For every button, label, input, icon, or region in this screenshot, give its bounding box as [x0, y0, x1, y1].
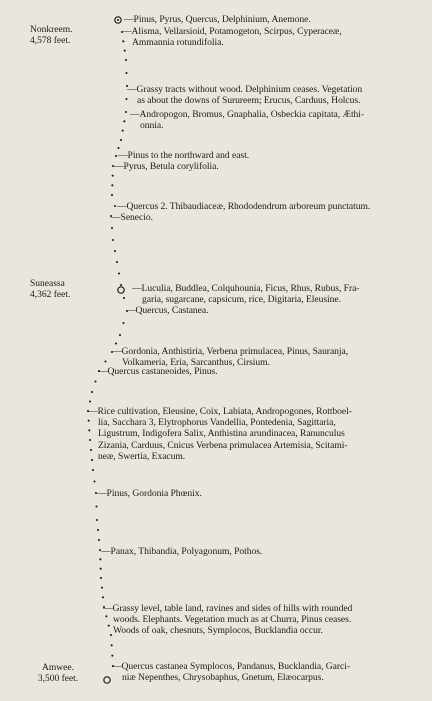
- entry-line: Quercus castanea Symplocos, Pandanus, Bucklandia, Garci-: [121, 661, 350, 672]
- entry-line: neæ, Swertia, Exacum.: [98, 450, 186, 462]
- entry-dash: —: [118, 150, 128, 161]
- entry-line: Ammannia rotundifolia.: [132, 37, 224, 49]
- profile-dot: [100, 568, 102, 570]
- entry-line: Grassy level, table land, ravines and sides of hills with rounded: [112, 603, 353, 614]
- entry-dash: —: [124, 14, 134, 25]
- profile-dot: [124, 50, 126, 52]
- station-name: Suneassa: [30, 279, 65, 289]
- entry-line: Gordonia, Anthistiria, Verbena primulacea, Pinus, Sauranja,: [121, 346, 349, 357]
- station-elevation: 3,500 feet.: [37, 674, 79, 684]
- profile-dot: [116, 261, 118, 263]
- entry-line: niæ Nepenthes, Chrysobaphus, Gnetum, Elæocarpus.: [122, 672, 324, 684]
- entry-line: Ligustrum, Indigofera Salix, Anthistina arundinacea, Ranunculus: [98, 428, 345, 440]
- station-name: Amwee.: [42, 663, 74, 673]
- entry-line: woods. Elephants. Vegetation much as at Churra, Pinus ceases.: [113, 614, 352, 626]
- profile-dot: [125, 72, 127, 74]
- profile-dot: [115, 342, 117, 344]
- profile-dot: [93, 480, 95, 482]
- profile-dot: [97, 529, 99, 531]
- entry-dash: —: [98, 366, 108, 377]
- entry-5: [118, 150, 378, 161]
- entry-line: Andropogon, Bromus, Gnaphalia, Osbeckia capitata, Æthi-: [139, 109, 365, 120]
- entry-15: [101, 546, 361, 557]
- profile-dot: [120, 284, 122, 286]
- profile-dot: [125, 111, 127, 113]
- profile-dot: [94, 380, 96, 382]
- entry-line: Pyrus, Betula corylifolia.: [123, 161, 219, 172]
- entry-line: Alisma, Vellarsioid, Potamogeton, Scirpus, Cyperaceæ,: [131, 26, 342, 37]
- entry-line: Woods of oak, chesnuts, Symplocos, Bucklandia occur.: [113, 625, 323, 637]
- profile-dot: [95, 505, 97, 507]
- entry-line: Zizania, Carduus, Cnicus Verbena primulacea Artemisia, Scitami-: [98, 439, 348, 451]
- entry-12: [98, 366, 338, 377]
- entry-line: Pinus, Gordonia Phœnix.: [106, 488, 202, 499]
- entry-dash: —: [126, 305, 136, 316]
- station-elevation: 4,362 feet.: [30, 290, 71, 300]
- entry-dash: —: [132, 283, 142, 294]
- profile-dot: [99, 558, 101, 560]
- entry-6: [114, 161, 374, 172]
- entry-dash: —: [130, 109, 140, 120]
- entry-dash: —: [112, 346, 122, 357]
- entry-line: as about the downs of Surureem; Erucus, Carduus, Holcus.: [137, 95, 361, 107]
- profile-dot: [123, 120, 125, 122]
- entry-9: [132, 283, 410, 305]
- profile-dot: [123, 297, 125, 299]
- entry-7: [117, 201, 417, 212]
- profile-dot: [111, 227, 113, 229]
- profile-dot: [111, 655, 113, 657]
- entry-13: [88, 406, 410, 462]
- entry-line: lia, Sacchara 3, Elytrophorus Vandellia, Pontedenia, Sagittaria,: [98, 417, 336, 429]
- entry-line: Grassy tracts without wood. Delphinium ceases. Vegetation: [136, 84, 363, 95]
- entry-1: [124, 14, 404, 25]
- entry-dash: —: [97, 488, 107, 499]
- entry-line: Quercus castaneoides, Pinus.: [107, 366, 218, 377]
- profile-dot: [111, 194, 113, 196]
- entry-line: Pinus to the northward and east.: [127, 150, 250, 161]
- profile-dot: [118, 272, 120, 274]
- profile-dot: [122, 322, 124, 324]
- profile-dot: [102, 596, 104, 598]
- entry-3: [127, 84, 413, 106]
- profile-dot: [111, 184, 113, 186]
- station-elevation: 4,578 feet.: [30, 36, 71, 46]
- entry-line: Quercus, Castanea.: [135, 305, 209, 316]
- profile-dot: [91, 391, 93, 393]
- entry-line: Luculia, Buddlea, Colquhounia, Ficus, Rhus, Rubus, Fra-: [141, 283, 360, 294]
- station-marker-icon: [118, 287, 124, 293]
- profile-dot: [120, 139, 122, 141]
- entry-line: Senecio.: [120, 212, 153, 223]
- profile-dot: [117, 147, 119, 149]
- profile-dot: [111, 644, 113, 646]
- entry-line: onnia.: [140, 120, 164, 132]
- profile-dot: [100, 577, 102, 579]
- profile-dot: [122, 130, 124, 132]
- entry-line: Pinus, Pyrus, Quercus, Delphinium, Anemone.: [133, 14, 311, 25]
- profile-dot: [98, 539, 100, 541]
- entry-dash: —: [103, 603, 113, 614]
- profile-dot: [112, 239, 114, 241]
- profile-dot: [115, 155, 117, 157]
- profile-dot: [104, 360, 106, 362]
- profile-dot: [119, 334, 121, 336]
- entry-dash: —: [111, 212, 121, 223]
- entry-dash: —: [127, 84, 137, 95]
- profile-dot: [114, 205, 116, 207]
- entry-dash: —: [114, 161, 124, 172]
- entry-dash: —: [101, 546, 111, 557]
- entry-10: [126, 305, 326, 316]
- entry-17: [112, 661, 414, 683]
- profile-dot: [125, 59, 127, 61]
- entry-dash: —: [122, 26, 132, 37]
- profile-dot: [101, 587, 103, 589]
- entry-line: Panax, Thibandia, Polyagonum, Pothos.: [110, 546, 263, 557]
- profile-dot: [117, 19, 119, 21]
- profile-dot: [114, 250, 116, 252]
- entry-4: [130, 109, 416, 131]
- profile-dot: [112, 175, 114, 177]
- profile-dot: [96, 519, 98, 521]
- entry-line: garia, sugarcane, capsicum, rice, Digitaria, Eleusine.: [142, 294, 341, 306]
- station-marker-icon: [104, 677, 110, 683]
- entry-line: Volkameria, Eria, Sarcanthus, Cirsium.: [122, 357, 270, 369]
- entry-8: [111, 212, 311, 223]
- entry-dash: —: [117, 201, 127, 212]
- entry-14: [97, 488, 337, 499]
- profile-dot: [92, 469, 94, 471]
- entry-16: [103, 603, 411, 637]
- station-name: Nonkreem.: [30, 25, 73, 35]
- entry-dash: —: [88, 406, 98, 417]
- entry-2: [122, 26, 412, 48]
- profile-dot: [89, 400, 91, 402]
- entry-line: Quercus 2. Thibaudiaceæ, Rhododendrum arboreum punctatum.: [126, 201, 371, 212]
- entry-dash: —: [112, 661, 122, 672]
- entry-line: Rice cultivation, Eleusine, Coix, Labiata, Andropogones, Rottboel-: [97, 406, 352, 417]
